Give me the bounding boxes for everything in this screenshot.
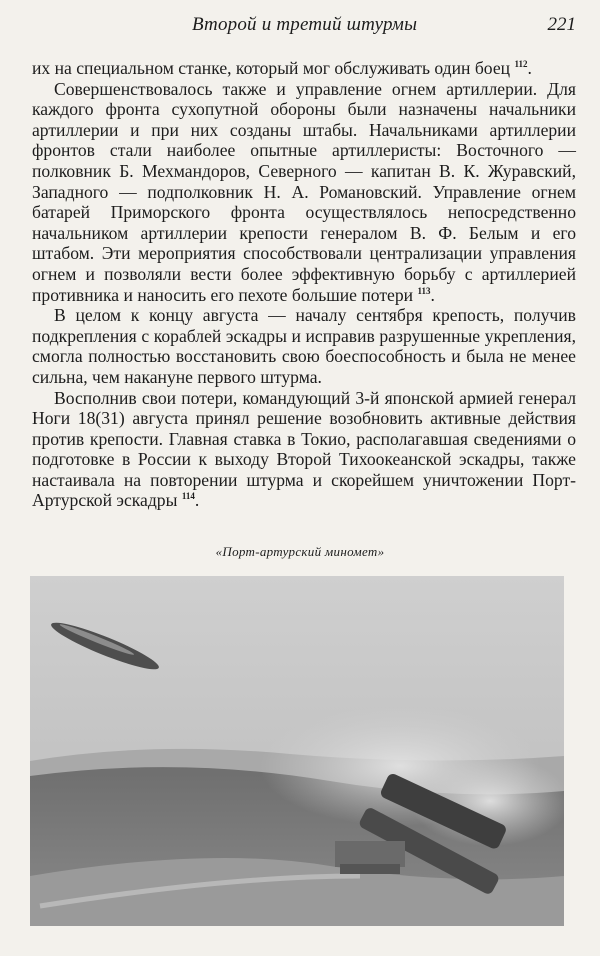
running-header [32, 14, 576, 44]
page-number: 221 [547, 14, 576, 35]
footnote-ref-113: 113 [417, 285, 431, 296]
footnote-ref-112: 112 [514, 59, 528, 70]
mortar-photo [30, 576, 564, 926]
paragraph-3: В целом к концу августа — началу сентября крепость, получив подкрепления с кораблей эскадры и исправив разрушенные укрепления, смогла полностью восстановить свою боеспособность и была не менее сильна, чем накануне первого штурма. [32, 305, 576, 387]
paragraph-2: Совершенствовалось также и управление огнем артиллерии. Для каждого фронта сухопутной обороны были назначены начальники артиллерии и при них созданы штабы. Начальниками артиллерии фронтов стали наиболее опытные артиллеристы: Восточного — полковник Б. Мехмандоров, Северного — капитан В. К. Журавский, Западного — подполковник Н. А. Романовский. Управление огнем батарей Приморского фронта осуществлялось непосредственно начальником артиллерии крепости генералом В. Ф. Белым и его штабом. Эти мероприятия способствовали централизации управления огнем и позволяли вести более эффективную борьбу с артиллерией противника и наносить его пехоте большие потери $^{113}$. [32, 78, 576, 305]
running-title: Второй и третий штурмы [192, 14, 418, 35]
footnote-ref-114: 114 [181, 491, 195, 502]
figure-caption: «Порт-артурский миномет» [215, 544, 385, 559]
body-text [32, 58, 576, 511]
paragraph-4: Восполнив свои потери, командующий 3-й японской армией генерал Ноги 18(31) августа принял решение возобновить активные действия против крепости. Главная ставка в Токио, располагавшая сведениями о подготовке в России к выходу Второй Тихоокеанской эскадры, также настаивала на повторении штурма и скорейшем уничтожении Порт-Артурской эскадры $^{114}$. [32, 387, 576, 511]
paragraph-1: их на специальном станке, который мог обслуживать один боец $^{112}$. [32, 58, 532, 78]
